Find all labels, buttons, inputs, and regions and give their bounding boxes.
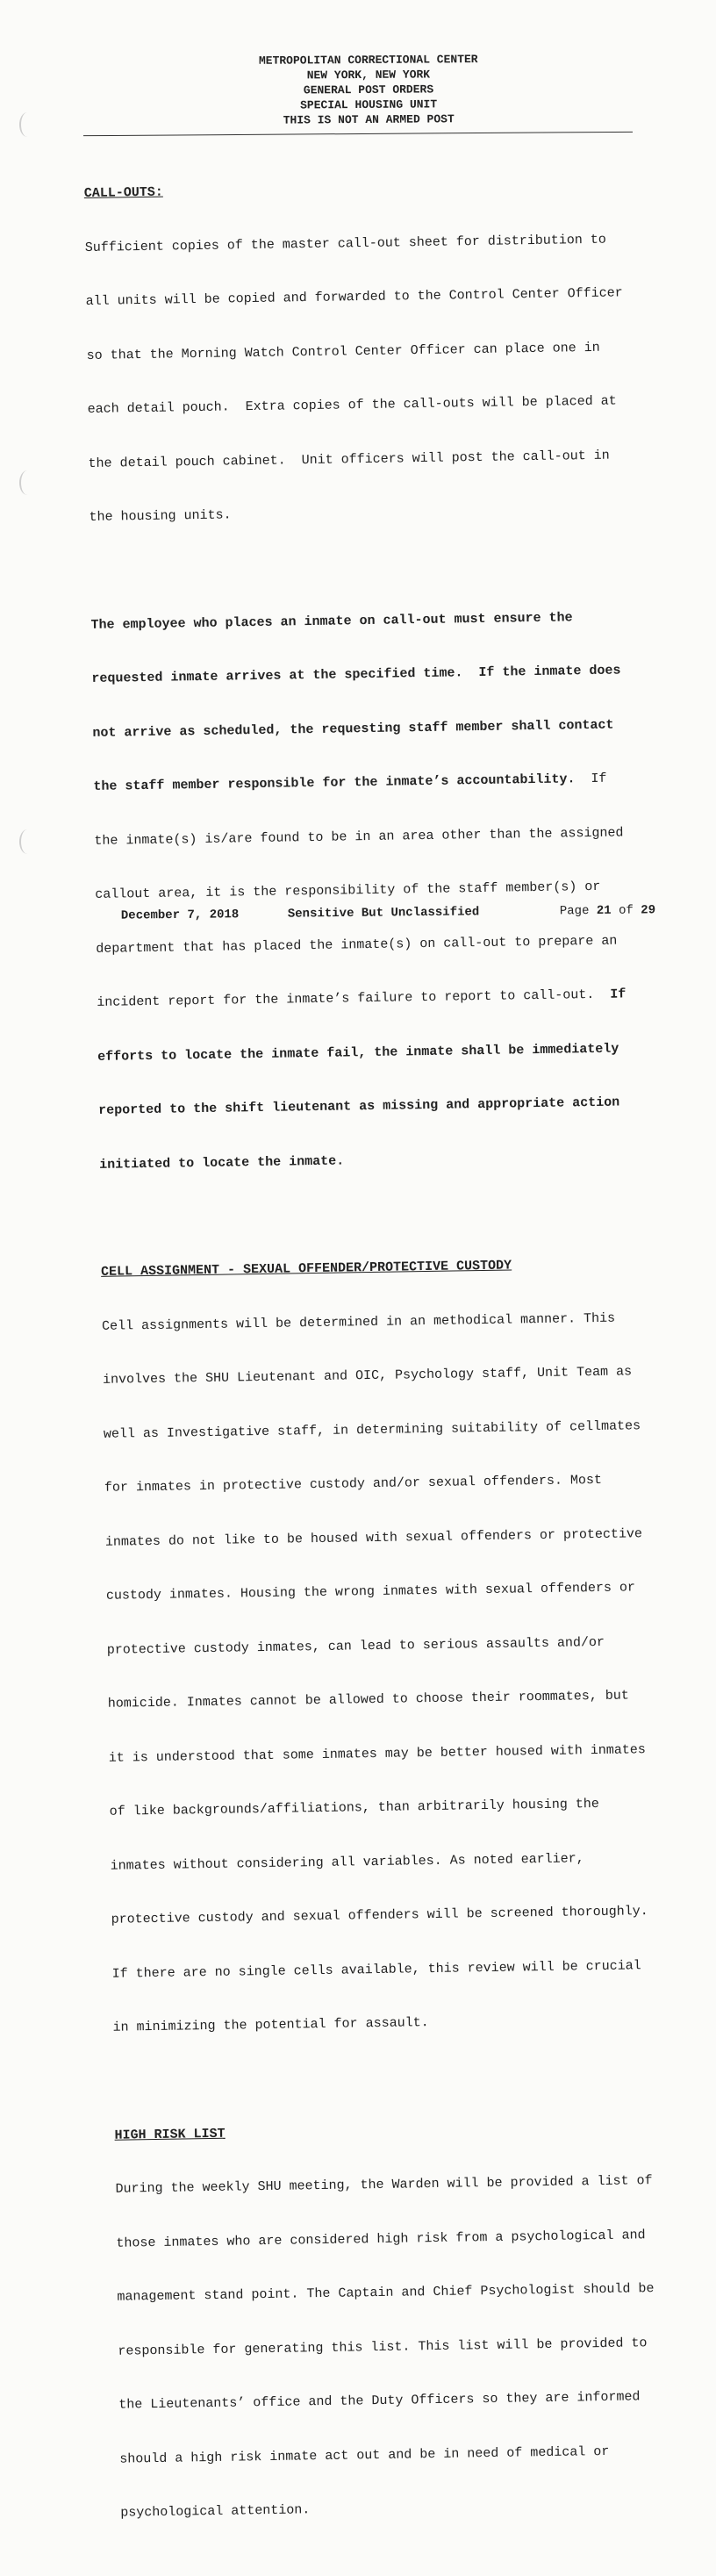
paragraph-line: of like backgrounds/affiliations, than arbitrarily housing the: [109, 1797, 599, 1819]
header-location: NEW YORK, NEW YORK: [306, 68, 431, 83]
paragraph-line: should a high risk inmate act out and be in need of medical or: [119, 2443, 610, 2467]
paragraph-line: involves the SHU Lieutenant and OIC, Psychology staff, Unit Team as: [102, 1364, 633, 1388]
page-of: of: [618, 903, 634, 918]
paragraph-line: protective custody and sexual offenders will be screened thoroughly.: [111, 1904, 648, 1927]
paragraph-line: department that has placed the inmate(s) on call-out to prepare an: [96, 933, 618, 957]
header-post-status: THIS IS NOT AN ARMED POST: [283, 112, 455, 127]
punch-hole-mark: [19, 470, 35, 495]
paragraph-line: inmates without considering all variables. As noted earlier,: [110, 1850, 584, 1874]
document-header: [0, 50, 716, 130]
paragraph-line: each detail pouch. Extra copies of the call-outs will be placed at: [87, 393, 617, 417]
page-total: 29: [641, 903, 656, 918]
paragraph-line: If there are no single cells available, this review will be crucial: [111, 1957, 641, 1982]
section-cell-assignment: [100, 1218, 692, 2073]
paragraph-line: the Lieutenants’ office and the Duty Officers so they are informed: [118, 2389, 641, 2413]
paragraph-line: all units will be copied and forwarded to the Control Center Officer: [85, 285, 623, 309]
paragraph-line: inmates do not like to be housed with sexual offenders or protective: [104, 1525, 643, 1550]
header-institution: METROPOLITAN CORRECTIONAL CENTER: [258, 53, 478, 68]
header-order-type: GENERAL POST ORDERS: [303, 83, 434, 97]
paragraph-line-normal-part: If: [575, 771, 607, 787]
paragraph-line: Sufficient copies of the master call-out sheet for distribution to: [84, 232, 606, 255]
paragraph-line: management stand point. The Captain and Chief Psychologist should be: [117, 2281, 655, 2305]
paragraph-line: requested inmate arrives at the specified time. If the inmate does: [91, 663, 621, 686]
paragraph-line: The employee who places an inmate on call-out must ensure the: [90, 609, 573, 633]
paragraph-line: reported to the shift lieutenant as missing and appropriate action: [98, 1094, 620, 1118]
paragraph-line: homicide. Inmates cannot be allowed to choose their roommates, but: [107, 1688, 629, 1711]
section-heading: CALL-OUTS:: [83, 184, 163, 201]
paragraph-line: the housing units.: [89, 507, 232, 525]
paragraph-line: responsible for generating this list. This list will be provided to: [118, 2335, 648, 2359]
header-divider: [83, 132, 633, 136]
paragraph-line: During the weekly SHU meeting, the Warden will be provided a list of: [115, 2173, 653, 2197]
paragraph-line: efforts to locate the inmate fail, the inmate shall be immediately: [97, 1041, 619, 1065]
section-heading: CELL ASSIGNMENT - SEXUAL OFFENDER/PROTECTIVE CUSTODY: [100, 1258, 512, 1280]
page-current: 21: [596, 903, 612, 918]
paragraph-line: the inmate(s) is/are found to be in an area other than the assigned: [94, 824, 624, 849]
paragraph-line: callout area, it is the responsibility of the staff member(s) or: [95, 879, 601, 902]
document-footer: [91, 889, 656, 937]
footer-date: December 7, 2018: [120, 908, 240, 923]
paragraph-line-bold-part: the staff member responsible for the inmate’s accountability.: [93, 771, 576, 794]
paragraph-line: not arrive as scheduled, the requesting staff member shall contact: [92, 717, 614, 741]
paragraph-line: custody inmates. Housing the wrong inmates with sexual offenders or: [105, 1580, 636, 1604]
footer-classification: Sensitive But Unclassified: [287, 905, 480, 922]
paragraph-line: protective custody inmates, can lead to serious assaults and/or: [106, 1634, 605, 1658]
document-body: [83, 140, 700, 2576]
paragraph-line: the detail pouch cabinet. Unit officers will post the call-out in: [88, 448, 610, 471]
paragraph-line: so that the Morning Watch Control Center Officer can place one in: [86, 340, 600, 363]
section-heading: HIGH RISK LIST: [114, 2126, 226, 2143]
punch-hole-mark: [19, 829, 35, 854]
paragraph-line: initiated to locate the inmate.: [99, 1152, 345, 1173]
paragraph-line: for inmates in protective custody and/or sexual offenders. Most: [104, 1472, 603, 1496]
paragraph-line-bold-part: If: [594, 987, 626, 1002]
paragraph-line: well as Investigative staff, in determining suitability of cellmates: [103, 1417, 641, 1442]
paragraph-line: in minimizing the potential for assault.: [112, 2015, 429, 2035]
paragraph-line-normal-part: incident report for the inmate’s failure to report to call-out.: [97, 987, 595, 1010]
header-unit: SPECIAL HOUSING UNIT: [300, 97, 438, 112]
paragraph-line: those inmates who are considered high risk from a psychological and: [116, 2227, 646, 2251]
paragraph-line: psychological attention.: [120, 2502, 311, 2521]
paragraph-line: Cell assignments will be determined in an methodical manner. This: [101, 1310, 616, 1334]
section-high-risk-list: [114, 2082, 700, 2558]
paragraph-line: it is understood that some inmates may be better housed with inmates: [108, 1741, 646, 1766]
section-call-outs: [83, 140, 669, 563]
footer-page-number: [560, 903, 655, 918]
page-label: Page: [559, 904, 590, 919]
